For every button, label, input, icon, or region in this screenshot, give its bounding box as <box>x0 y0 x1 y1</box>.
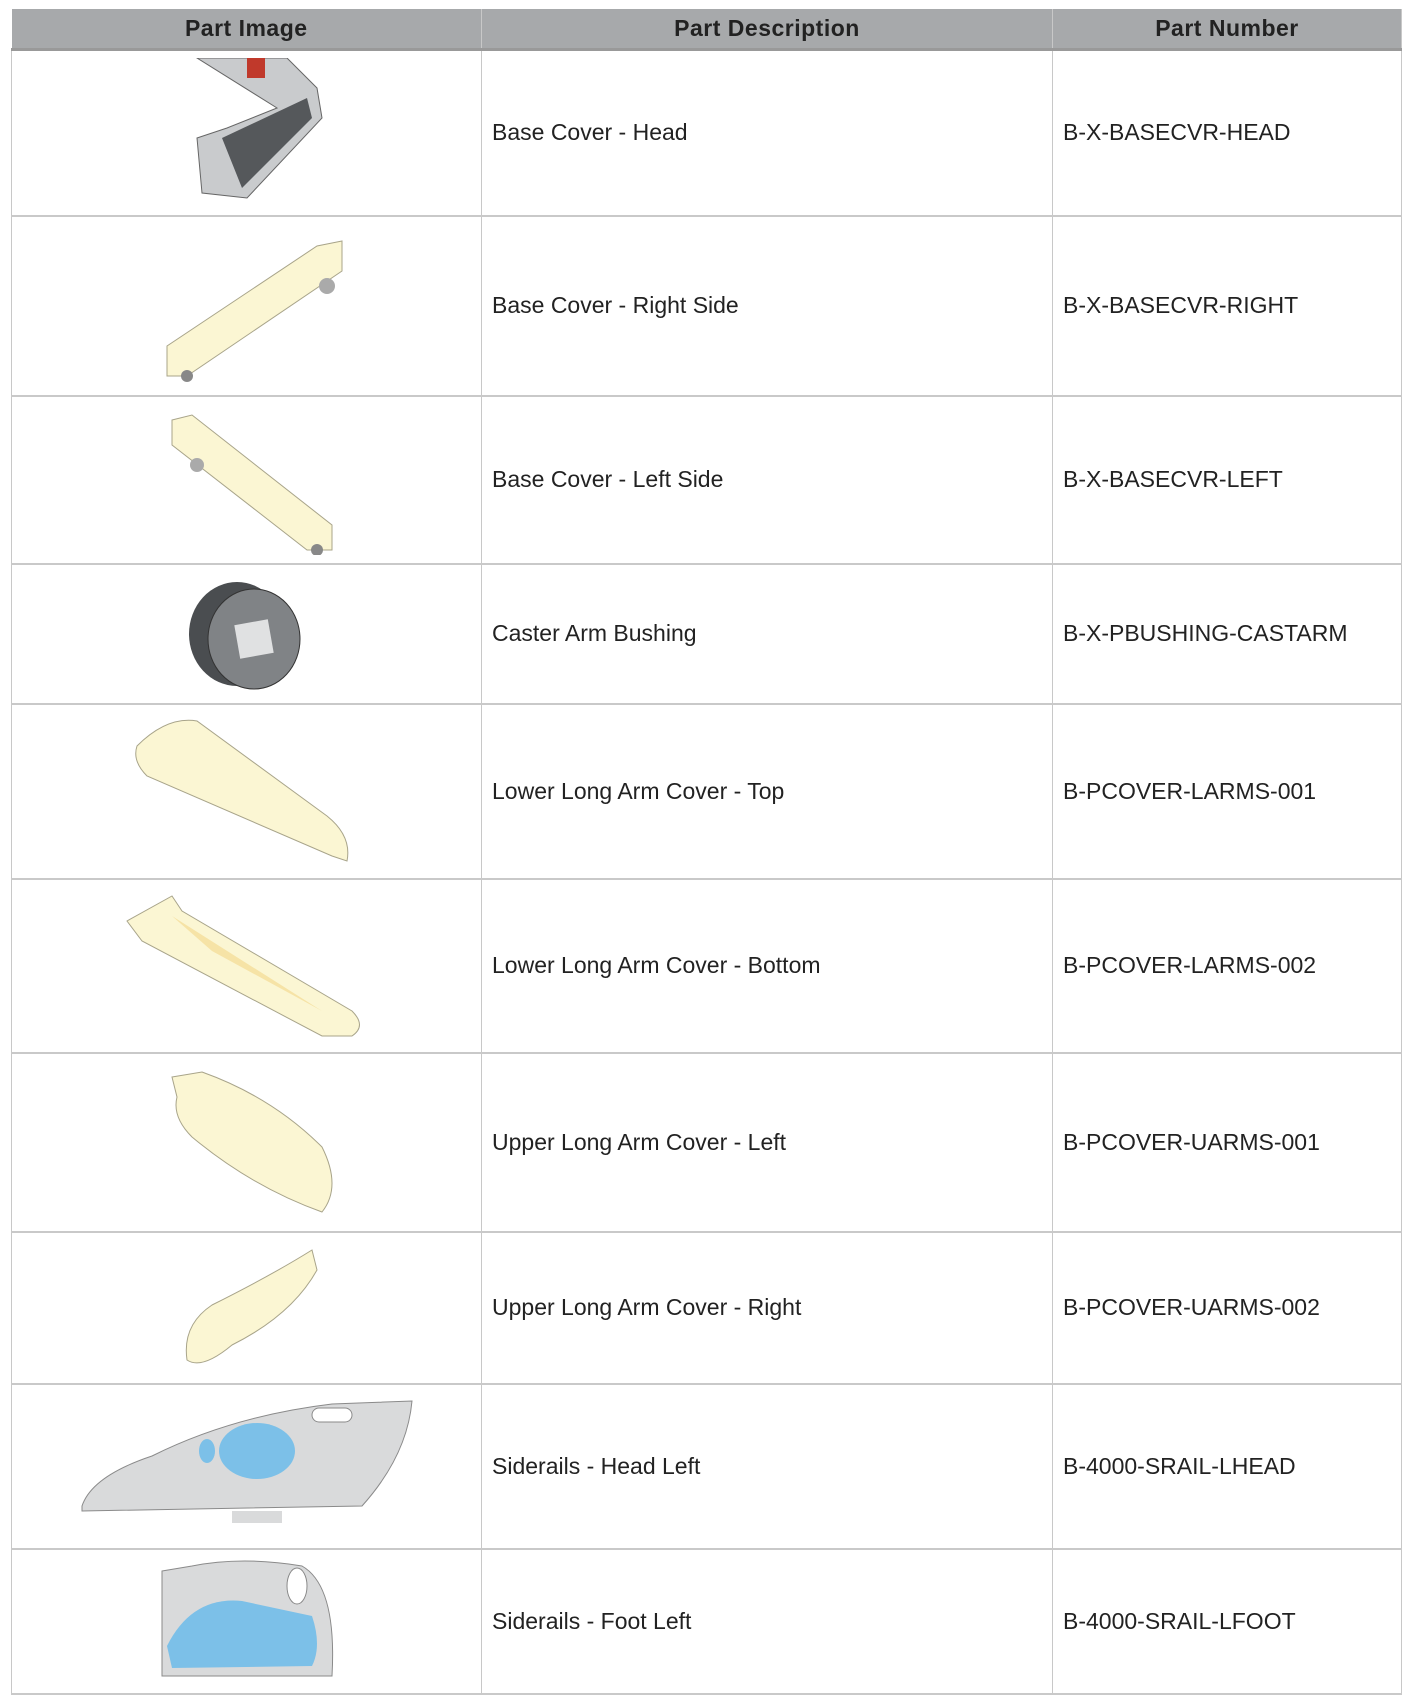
part-image-cell <box>12 879 482 1053</box>
part-image-cell <box>12 216 482 396</box>
part-number: B-PCOVER-LARMS-002 <box>1053 879 1402 1053</box>
part-description: Upper Long Arm Cover - Left <box>482 1053 1053 1232</box>
header-part-number: Part Number <box>1053 9 1402 50</box>
upper-arm-left-image <box>12 1067 481 1217</box>
part-description: Siderails - Foot Left <box>482 1549 1053 1694</box>
siderail-head-image <box>12 1396 481 1536</box>
table-row <box>12 1232 1402 1384</box>
part-image-cell <box>12 1384 482 1549</box>
parts-table <box>11 9 1402 1695</box>
table-row <box>12 1053 1402 1232</box>
header-part-description: Part Description <box>482 9 1053 50</box>
siderail-foot-image <box>12 1556 481 1686</box>
part-number: B-PCOVER-UARMS-001 <box>1053 1053 1402 1232</box>
part-number: B-X-BASECVR-LEFT <box>1053 396 1402 564</box>
part-number: B-X-PBUSHING-CASTARM <box>1053 564 1402 704</box>
part-description: Base Cover - Left Side <box>482 396 1053 564</box>
part-number: B-4000-SRAIL-LFOOT <box>1053 1549 1402 1694</box>
part-image-cell <box>12 1232 482 1384</box>
table-row <box>12 564 1402 704</box>
part-description: Lower Long Arm Cover - Bottom <box>482 879 1053 1053</box>
part-image-cell <box>12 704 482 879</box>
part-image-cell <box>12 1549 482 1694</box>
table-row <box>12 216 1402 396</box>
part-description: Siderails - Head Left <box>482 1384 1053 1549</box>
table-row <box>12 1384 1402 1549</box>
upper-arm-right-image <box>12 1245 481 1370</box>
base-cover-right-image <box>12 226 481 386</box>
part-description: Upper Long Arm Cover - Right <box>482 1232 1053 1384</box>
part-number: B-X-BASECVR-HEAD <box>1053 50 1402 216</box>
bushing-image <box>12 574 481 694</box>
table-row <box>12 879 1402 1053</box>
table-row <box>12 1549 1402 1694</box>
table-row <box>12 704 1402 879</box>
part-number: B-4000-SRAIL-LHEAD <box>1053 1384 1402 1549</box>
table-row <box>12 396 1402 564</box>
table-row <box>12 50 1402 216</box>
part-image-cell <box>12 564 482 704</box>
header-part-image: Part Image <box>12 9 482 50</box>
lower-arm-top-image <box>12 716 481 866</box>
header-row <box>12 9 1402 50</box>
base-cover-left-image <box>12 405 481 555</box>
part-number: B-PCOVER-UARMS-002 <box>1053 1232 1402 1384</box>
part-image-cell <box>12 396 482 564</box>
part-description: Caster Arm Bushing <box>482 564 1053 704</box>
part-description: Base Cover - Head <box>482 50 1053 216</box>
base-cover-head-image <box>12 58 481 208</box>
lower-arm-bottom-image <box>12 891 481 1041</box>
part-number: B-X-BASECVR-RIGHT <box>1053 216 1402 396</box>
part-image-cell <box>12 1053 482 1232</box>
part-description: Lower Long Arm Cover - Top <box>482 704 1053 879</box>
part-number: B-PCOVER-LARMS-001 <box>1053 704 1402 879</box>
part-image-cell <box>12 50 482 216</box>
part-description: Base Cover - Right Side <box>482 216 1053 396</box>
